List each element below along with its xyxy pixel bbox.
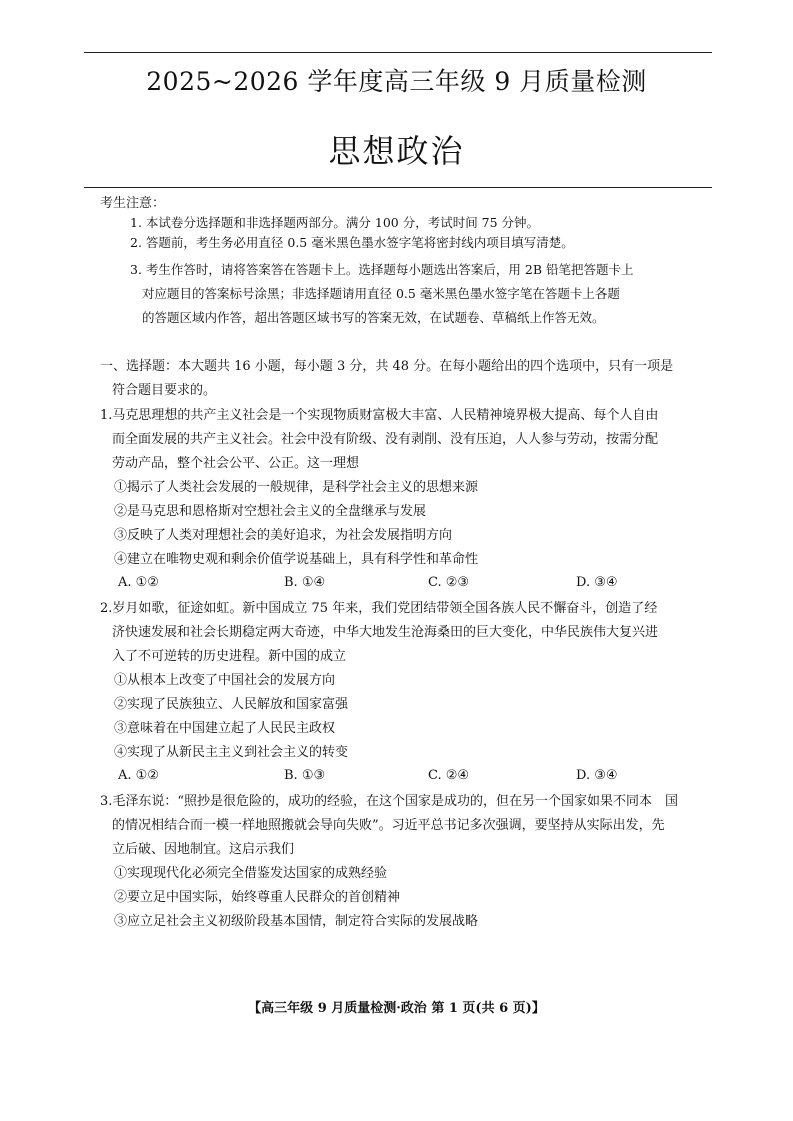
choice-c: C. ②③	[428, 575, 470, 590]
question-3-line3: 立后破、因地制宜。这启示我们	[112, 842, 295, 857]
question-1-statement-3: ③反映了人类对理想社会的美好追求，为社会发展指明方向	[114, 528, 453, 543]
choice-b: B. ①④	[284, 575, 326, 590]
question-1-statement-1: ①揭示了人类社会发展的一般规律，是科学社会主义的思想来源	[114, 480, 479, 495]
question-1-line2: 而全面发展的共产主义社会。社会中没有阶级、没有剥削、没有压迫，人人参与劳动，按需分配	[112, 432, 659, 447]
question-1-choices	[118, 571, 718, 595]
notice-item-3-line2: 对应题目的答案标号涂黑；非选择题请用直径 0.5 毫米黑色墨水签字笔在答题卡上各题	[142, 286, 620, 301]
notice-heading: 考生注意：	[100, 196, 166, 211]
question-2-statement-2: ②实现了民族独立、人民解放和国家富强	[114, 697, 349, 712]
question-3-line2: 的情况相结合而一模一样地照搬就会导向失败”。习近平总书记多次强调，要坚持从实际出发，先	[112, 818, 665, 833]
notice-item-2: 2. 答题前，考生务必用直径 0.5 毫米黑色墨水签字笔将密封线内项目填写清楚。	[130, 235, 574, 250]
notice-item-1: 1. 本试卷分选择题和非选择题两部分。满分 100 分，考试时间 75 分钟。	[130, 215, 540, 230]
section-heading	[100, 355, 715, 403]
choice-a: A. ①②	[118, 575, 159, 590]
question-2-statement-1: ①从根本上改变了中国社会的发展方向	[114, 673, 336, 688]
choice-a: A. ①②	[118, 768, 159, 783]
question-1-statement-4: ④建立在唯物史观和剩余价值学说基础上，具有科学性和革命性	[114, 552, 479, 567]
notice-item-3	[130, 258, 715, 330]
question-2-stem	[100, 597, 715, 669]
top-rule	[84, 52, 712, 53]
notice-item-3-line1: 3. 考生作答时，请将答案答在答题卡上。选择题每小题选出答案后，用 2B 铅笔把答题卡上	[130, 262, 634, 277]
question-2-statement-4: ④实现了从新民主主义到社会主义的转变	[114, 745, 349, 760]
question-1-stem	[100, 404, 715, 476]
subject-title: 思想政治	[328, 132, 465, 170]
question-3-stem	[100, 790, 715, 862]
exam-title: 2025~2026 学年度高三年级 9 月质量检测	[146, 67, 647, 96]
question-2-statement-3: ③意味着在中国建立起了人民民主政权	[114, 721, 336, 736]
question-2-line2: 济快速发展和社会长期稳定两大奇迹，中华大地发生沧海桑田的巨大变化，中华民族伟大复兴进	[112, 625, 659, 640]
question-2-line1: 2.岁月如歌，征途如虹。新中国成立 75 年来，我们党团结带领全国各族人民不懈奋斗，创造了经	[100, 601, 658, 616]
question-3-line1: 3.毛泽东说：“照抄是很危险的，成功的经验，在这个国家是成功的，但在另一个国家如果不同本 国	[100, 794, 679, 809]
question-1-line1: 1.马克思理想的共产主义社会是一个实现物质财富极大丰富、人民精神境界极大提高、每个人自由	[100, 408, 659, 423]
question-3-statement-1: ①实现现代化必须完全借鉴发达国家的成熟经验	[114, 866, 388, 881]
header-rule	[84, 187, 712, 188]
question-3-statement-2: ②要立足中国实际，始终尊重人民群众的首创精神	[114, 890, 401, 905]
question-1-line3: 劳动产品，整个社会公平、公正。这一理想	[112, 456, 360, 471]
notice-item-3-line3: 的答题区域内作答，超出答题区域书写的答案无效，在试题卷、草稿纸上作答无效。	[142, 310, 605, 325]
choice-d: D. ③④	[576, 575, 618, 590]
page-footer: 【高三年级 9 月质量检测·政治 第 1 页(共 6 页)】	[248, 1001, 545, 1016]
choice-b: B. ①③	[284, 768, 326, 783]
section-heading-line1: 一、选择题：本大题共 16 小题，每小题 3 分，共 48 分。在每小题给出的四个选项中，只有一项是	[100, 359, 674, 374]
choice-d: D. ③④	[576, 768, 618, 783]
question-2-choices	[118, 764, 718, 788]
question-2-line3: 入了不可逆转的历史进程。新中国的成立	[112, 649, 347, 664]
question-1-statement-2: ②是马克思和恩格斯对空想社会主义的全盘继承与发展	[114, 504, 427, 519]
section-heading-line2: 符合题目要求的。	[112, 383, 217, 398]
question-3-statement-3: ③应立足社会主义初级阶段基本国情，制定符合实际的发展战略	[114, 914, 479, 929]
choice-c: C. ②④	[428, 768, 470, 783]
